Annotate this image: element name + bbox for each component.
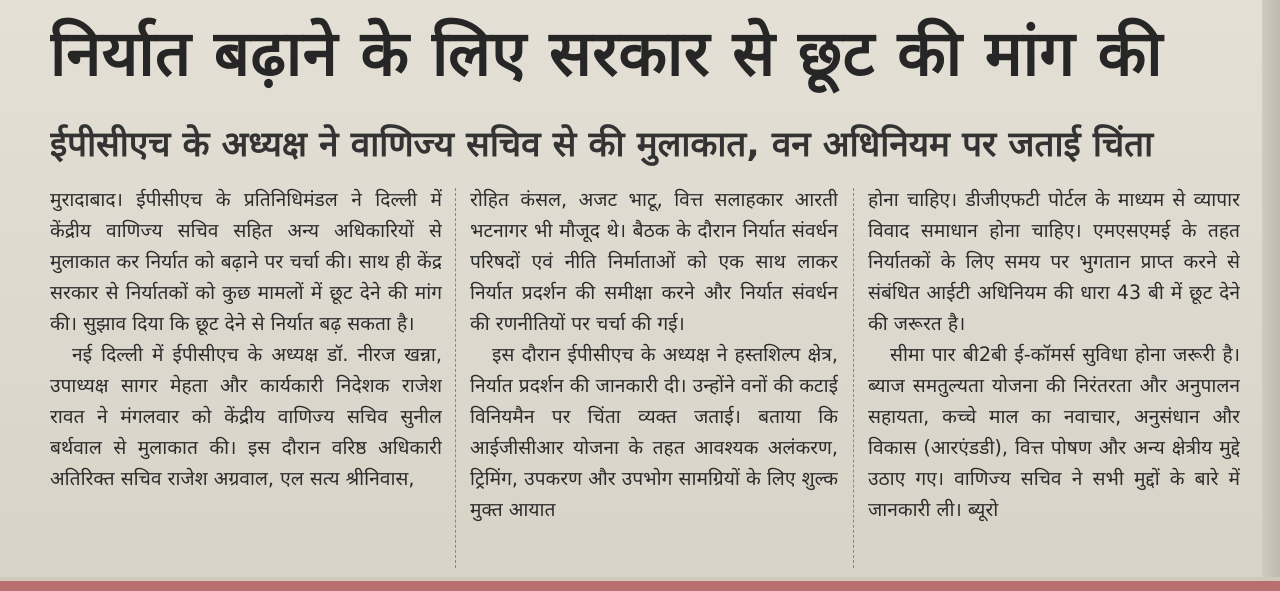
column-2-paragraph-1: रोहित कंसल, अजट भाटू, वित्त सलाहकार आरती भटनागर भी मौजूद थे। बैठक के दौरान निर्यात संवर्धन परिषदों एवं नीति निर्माताओं को एक साथ लाकर निर्यात प्रदर्शन की समीक्षा करने और निर्यात संवर्धन की रणनीतियों पर चर्चा की गई। bbox=[470, 188, 838, 335]
column-divider bbox=[455, 188, 456, 568]
headline: निर्यात बढ़ाने के लिए सरकार से छूट की मांग की bbox=[50, 17, 1164, 90]
article-column-2 bbox=[470, 184, 838, 579]
column-3-paragraph-1: होना चाहिए। डीजीएफटी पोर्टल के माध्यम से व्यापार विवाद समाधान होना चाहिए। एमएसएमई के तहत निर्यातकों के लिए समय पर भुगतान प्राप्त करने से संबंधित आईटी अधिनियम की धारा 43 बी में छूट देने की जरूरत है। bbox=[868, 188, 1240, 335]
article-column-1 bbox=[50, 184, 442, 579]
article-column-3 bbox=[868, 184, 1240, 579]
column-3-paragraph-2: सीमा पार बी2बी ई-कॉमर्स सुविधा होना जरूरी है। ब्याज समतुल्यता योजना की निरंतरता और अनुपालन सहायता, कच्चे माल का नवाचार, अनुसंधान और विकास (आरएंडडी), वित्त पोषण और अन्य क्षेत्रीय मुद्दे उठाए गए। वाणिज्य सचिव ने सभी मुद्दों के बारे में जानकारी ली। ब्यूरो bbox=[868, 343, 1240, 521]
background-strip bbox=[0, 581, 1280, 591]
subheadline: ईपीसीएच के अध्यक्ष ने वाणिज्य सचिव से की मुलाकात, वन अधिनियम पर जताई चिंता bbox=[50, 125, 1154, 165]
column-1-paragraph-2: नई दिल्ली में ईपीसीएच के अध्यक्ष डॉ. नीरज खन्ना, उपाध्यक्ष सागर मेहता और कार्यकारी निदेशक राजेश रावत ने मंगलवार को केंद्रीय वाणिज्य सचिव सुनील बर्थवाल से मुलाकात की। इस दौरान वरिष्ठ अधिकारी अतिरिक्त सचिव राजेश अग्रवाल, एल सत्य श्रीनिवास, bbox=[50, 343, 442, 490]
column-divider bbox=[853, 188, 854, 568]
column-1-paragraph-1: मुरादाबाद। ईपीसीएच के प्रतिनिधिमंडल ने दिल्ली में केंद्रीय वाणिज्य सचिव सहित अन्य अधिकारियों से मुलाकात कर निर्यात को बढ़ाने पर चर्चा की। साथ ही केंद्र सरकार से निर्यातकों को कुछ मामलों में छूट देने की मांग की। सुझाव दिया कि छूट देने से निर्यात बढ़ सकता है। bbox=[50, 188, 442, 335]
column-2-paragraph-2: इस दौरान ईपीसीएच के अध्यक्ष ने हस्तशिल्प क्षेत्र, निर्यात प्रदर्शन की जानकारी दी। उन्होंने वनों की कटाई विनियमैन पर चिंता व्यक्त जताई। बताया कि आईजीसीआर योजना के तहत आवश्यक अलंकरण, ट्रिमिंग, उपकरण और उपभोग सामग्रियों के लिए शुल्क मुक्त आयात bbox=[470, 343, 838, 521]
page-edge bbox=[1262, 0, 1280, 591]
